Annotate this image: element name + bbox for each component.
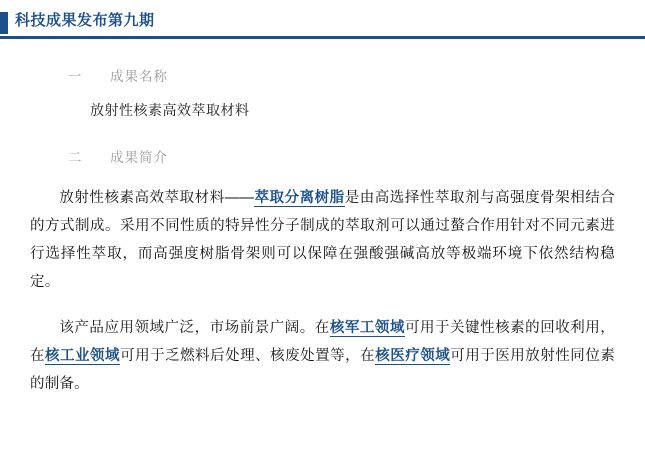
page-title: 科技成果发布第九期: [15, 12, 155, 29]
paragraph-intro: [30, 184, 615, 296]
paragraph-application-part3: 可用于乏燃料后处理、核废处置等，在: [120, 348, 376, 364]
section-label: 成果简介: [110, 150, 168, 165]
document-page: [0, 10, 645, 457]
highlight-nuclear-medical: 核医疗领域: [375, 348, 451, 364]
paragraph-application-part2: 可用于关键性核素的回收利用，在: [30, 320, 615, 364]
document-content: [0, 65, 645, 398]
paragraph-application-part4: 可用于医用放射性同位素的制备。: [30, 348, 616, 392]
page-header: [0, 10, 645, 39]
header-accent-bar: [0, 12, 8, 34]
section-number: 二: [68, 150, 82, 165]
highlight-nuclear-military: 核军工领域: [329, 320, 405, 336]
paragraph-intro-part2: 是由高选择性萃取剂与高强度骨架相结合的方式制成。采用不同性质的特异性分子制成的萃取剂可以通过螯合作用针对不同元素进行选择性萃取，而高强度树脂骨架则可以保障在强酸强碱高放等极端环境下依然结构稳定。: [30, 190, 615, 290]
paragraph-application-part1: 该产品应用领域广泛，市场前景广阔。在: [59, 320, 330, 336]
section-heading-2: [68, 146, 615, 166]
paragraph-application: [30, 314, 615, 398]
highlight-nuclear-industry: 核工业领域: [45, 348, 121, 364]
result-name-value: 放射性核素高效萃取材料: [90, 102, 250, 118]
section-label: 成果名称: [110, 69, 168, 84]
paragraph-intro-part1: 放射性核素高效萃取材料——: [59, 190, 255, 206]
highlight-extraction-resin: 萃取分离树脂: [254, 190, 345, 206]
section-heading-1: [68, 65, 615, 85]
section-number: 一: [68, 69, 82, 84]
